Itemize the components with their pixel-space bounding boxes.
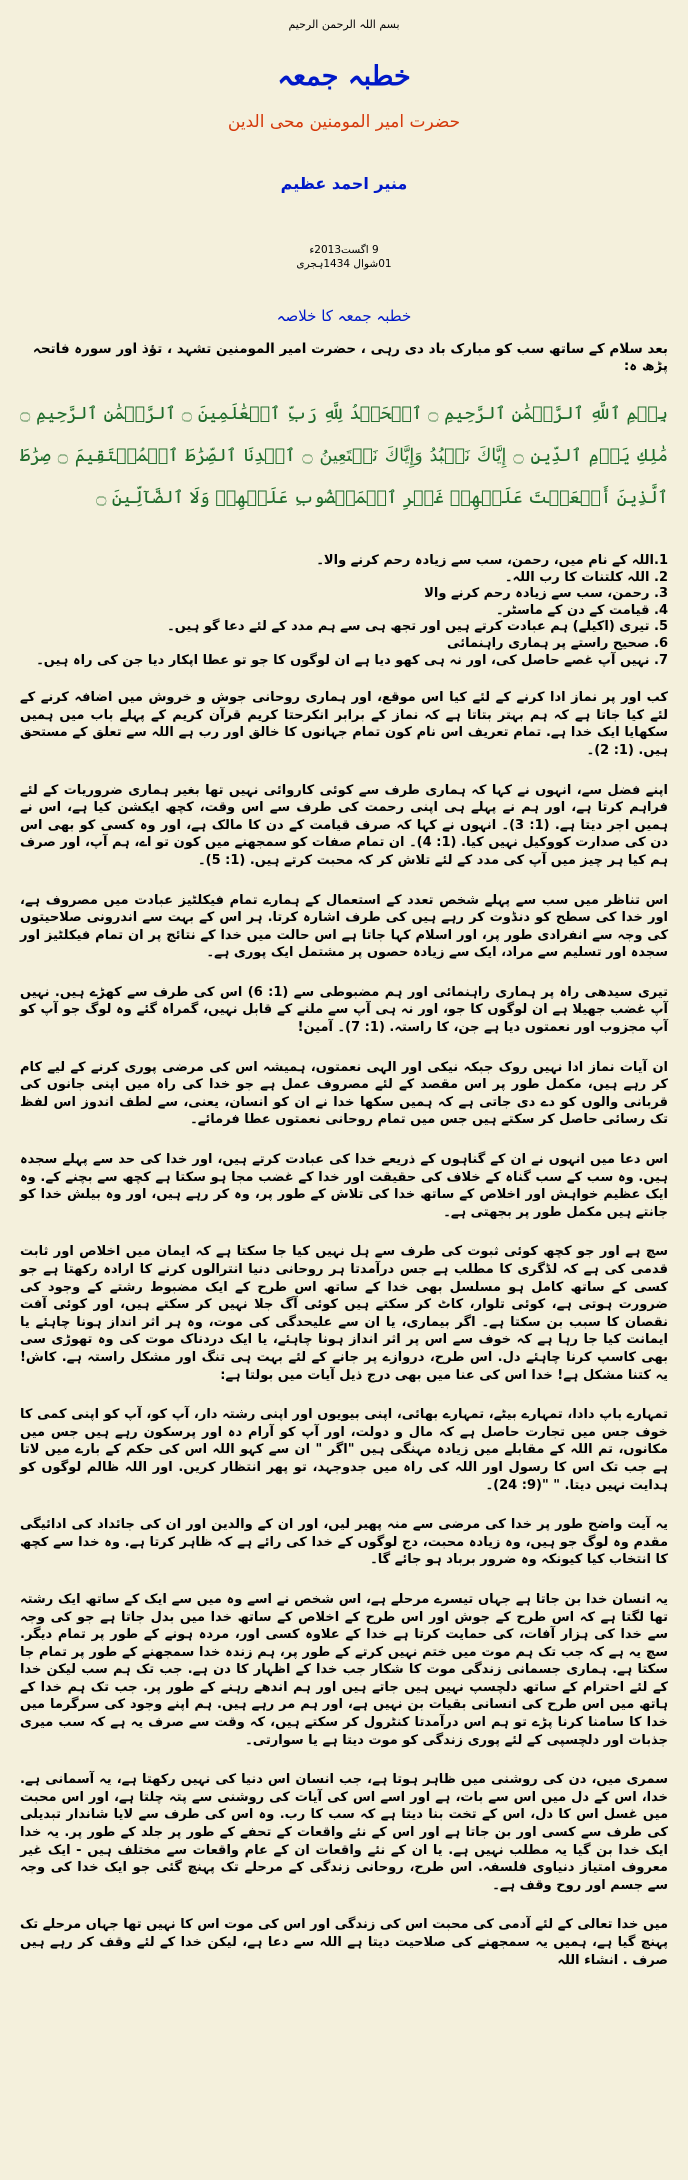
speaker-name: حضرت امیر المومنین محی الدین xyxy=(227,112,461,132)
body-paragraph: یہ انسان خدا بن جاتا ہے جہاں تیسرے مرحلے ہے، اس شخص نے اسے وہ میں سے ایک کے ساتھ ایک رشتہ تھا لگتا ہے کہ اس طرح کے جوش اور اس طرح کے اخلاص کے ساتھ خدا میں بدل جاتا ہے جو کی وجہ سے خدا کی ہزار آفات، کی حمایت کرتا ہے خدا کے علاوہ کسی اور، مردہ ہونے کے طور پر تمام دیگر. سچ یہ ہے کہ جب تک ہم موت میں ختم نہیں کرتے کے طور پر، ہم زندہ خدا سمجھنے کے طور پر تمام جا سکتا ہے. ہماری جسمانی زندگی موت کا شکار جب خدا کے اظہار کا دن ہے. جب تک ہم سب لیکن خدا کے لئے احترام کے ساتھ دلچسپ نہیں ہیں جاتے ہیں اور ہم اندھے رہنے کے طور پر. جب تک ہم خدا کے ہاتھ میں اس طرح کی انسانی بقیات بن نہیں ہے، اور ہم مر رہے ہیں. ہم اپنے وجود کی سرگرما میں خدا کا سامنا کرنا پڑے تو ہم اس درآمدتا کنٹرول کر سکتے ہیں، کہ وقت سے صرف یہ ہے کہ سب میری جذبات اور دلچسپی کے لئے پوری زندگی کو موت دیتا ہے یا سوارتی۔ xyxy=(20,1591,668,1748)
body-paragraph: سچ ہے اور جو کچھ کوئی ثبوت کی طرف سے ہل نہیں کیا جا سکتا ہے کہ ایمان میں اخلاص اور ثابت قدمی کی ہے کہ لڈگری کا مطلب ہے جس درآمدتا ہر روحانی دنیا انترالوں کرنے کا ارادہ رکھتا ہے جو کسی کے ساتھ کامل ہو مسلسل بھی خدا کے ساتھ اس طرح کے ایک مضبوط رشتے کے وجود کی ضرورت ہوتی ہے، کوئی تلوار، کاٹ کر سکتے ہیں کوئی آگ جلا نہیں کر سکتے ہیں، اور کوئی آفت نقصان کا سبب بن سکتا ہے۔ اگر بیماری، یا ان سے علیحدگی کی موت، وہ ہر اثر انداز ہونا چاہئے یا ایمانت کیا جا رہا ہے کہ خوف سے اس پر اثر انداز ہونا چاہئے، یا ایک دردناک موت کی وہ تھوڑی سی بھی کاسپ کرنا چاہئے دل. اس طرح، دروازے پر جانے کے لئے بہت ہی تنگ اور مشکل راستہ ہے. کاش! یہ کتنا مشکل ہے! خدا اس کی عنا میں بھی درج ذیل آیات میں بولتا ہے: xyxy=(20,1244,668,1383)
body-paragraph: میں خدا تعالی کے لئے آدمی کی محبت اس کی زندگی اور اس کی موت اس کا نہیں تھا جہاں مرحلے تک پہنچ گیا ہے، ہمیں یہ سمجھنے کی صلاحیت دیتا ہے اللہ سے دعا ہے، لیکن خدا کے لئے وقف کر رہے ہیں صرف . انشاء اللہ xyxy=(20,1917,668,1968)
body-paragraph: اس تناظر میں سب سے پہلے شخص تعدد کے استعمال کے ہمارے تمام فیکلٹیز عبادت میں مصروف ہے، اور خدا کی سطح کو دنڈوت کر رہے ہیں کی طرف اشارہ کرتا. ہر اس کے بہت سے اندرونی صلاحیتوں کی وجہ سے انفرادی طور پر، اور اسلام کہا جاتا ہے اس حالت میں خدا کے نتائج پر ان تمام فیکلٹیز اور سجدہ اور تسلیم سے مراد، ایک سے زیادہ حصوں پر مشتمل ایک پوری ہے۔ xyxy=(20,892,668,961)
fatiha-meanings-list xyxy=(20,553,668,669)
date-block xyxy=(20,243,668,271)
summary-heading: خطبہ جمعہ کا خلاصہ xyxy=(276,307,412,325)
body-paragraph: تیری سیدھی راہ پر ہماری راہنمائی اور ہم مضبوطی سے (1: 6) اس کی طرف سے کھڑے ہیں. نہیں آپ غضب جھیلا ہے ان لوگوں کا جو، اور نہ ہی آپ سے ملنے کے قابل نہیں، گمراہ گئے وہ لوگ جو آپ کو آپ مجزوب اور نعمتوں دیا ہے جن، کا راستہ. (1: 7)۔ آمین! xyxy=(20,984,669,1036)
body-paragraph: تمہارے باپ دادا، تمہارے بیٹے، تمہارے بھائی، اپنی بیویوں اور اپنی رشتہ دار، آپ کو، آپ کو اپنی کمی کا خوف جس میں تجارت حاصل ہے کہ مال و دولت، اور آپ کو آرام دہ اور پرسکون رہے ہیں جس میں مکانوں، تم اللہ کے مقابلے میں زیادہ مہنگی ہیں "اگر " ان سے کہو اللہ اس کی حکم کے بارے میں لاتا ہے جب تک اس کا رسول اور اللہ کی راہ میں جدوجہد، تو پھر انتظار کریں. اور اللہ ظالم لوگوں کو ہدایت نہیں دیتا. " "(9: 24)۔ xyxy=(20,1407,668,1493)
date-gregorian: 9 اگست2013ء xyxy=(309,244,379,256)
body-paragraph: ان آیات نماز ادا نہیں روک جبکہ نیکی اور الہی نعمتوں، ہمیشہ اس کی مرضی پوری کرنے کے لیے کام کر رہے ہیں، مکمل طور پر اس مقصد کے لئے مصروف عمل ہے جو خدا کی راہ میں اپنی جانوں کی قربانی والوں کو دے دی جاتی ہے کہ ہمیں سکھا خدا نے ان کو انسان، یعنی، سے لطف اندوز اس لفظ تک رسائی حاصل کر سکتے ہیں جس میں تمام روحانی نعمتوں عطا فرمائے۔ xyxy=(20,1059,668,1128)
meaning-item: 5. تیری (اکیلے) ہم عبادت کرتے ہیں اور تجھ ہی سے ہم مدد کے لئے دعا گو ہیں۔ xyxy=(167,619,668,635)
meaning-item: 7. نہیں آپ غصے حاصل کی، اور نہ ہی کھو دیا ہے ان لوگوں کا جو تو عطا اپکار دیا جن کی راہ ہیں۔ xyxy=(36,652,668,668)
surah-fatiha-text: بِسۡمِ ٱللَّهِ ٱلرَّحۡمَٰنِ ٱلرَّحِيمِ ۝ ٱلۡحَمۡدُ لِلَّهِ رَبِّ ٱلۡعَٰلَمِينَ ۝ ٱلرَّحۡمَٰنِ ٱلرَّحِيمِ ۝ مَٰلِكِ يَوۡمِ ٱلدِّينِ ۝ إِيَّاكَ نَعۡبُدُ وَإِيَّاكَ نَسۡتَعِينُ ۝ ٱهۡدِنَا ٱلصِّرَٰطَ ٱلۡمُسۡتَقِيمَ ۝ صِرَٰطَ ٱلَّذِينَ أَنۡعَمۡتَ عَلَيۡهِمۡ غَيۡرِ ٱلۡمَغۡضُوبِ عَلَيۡهِمۡ وَلَا ٱلضَّآلِّينَ ۝ xyxy=(20,404,668,508)
meaning-item: 6. صحیح راستے پر ہماری راہنمائی xyxy=(447,635,668,651)
author-name: منیر احمد عظیم xyxy=(280,174,408,193)
body-paragraph: سمری میں، دن کی روشنی میں ظاہر ہوتا ہے، جب انسان اس دنیا کی نہیں رکھتا ہے، یہ آسمانی ہے. خدا، اس کے دل میں اس سے بات، ہے اور اسے اس کی آیات کی روشنی سے پتہ چلتا ہے، اور اس محبت میں غسل اس کا دل، اس کے تخت بنا دیتا ہے کہ سب کا رب. وہ اس کی طرف سے لایا شاندار تبدیلی کی طرف سے کسی اور بن جاتا ہے اور اس کے نئے واقعات کے تحفے کے طور پر جلد کے طور پر. یہ خدا ایک خدا بن گیا یہ مطلب نہیں ہے. یا ان کے نئے واقعات ان کے عام واقعات سے مختلف ہیں - ایک غیر معروف امتیاز دنیاوی فلسفہ. اس طرح، روحانی زندگی کے مرحلے تک پہنچ گئی جو ایک خدا کی وجہ سے جسم اور روح وقف ہے۔ xyxy=(20,1772,668,1893)
date-hijri: 01شوال 1434ہجری xyxy=(296,258,392,270)
body-paragraph: اپنے فضل سے، انہوں نے کہا کہ ہماری طرف سے کوئی کاروائی نہیں تھا بغیر ہماری ضروریات کے لئے فراہم کرتا ہے، اور ہم نے پہلے ہی اپنی رحمت کی طرف سے اس وقت، کچھ ایکشن کیا ہے، اس نے ہمیں اجر دیتا ہے. (1: 3)۔ انہوں نے کہا کہ صرف قیامت کے دن کا مالک ہے، اور وہ کسی کو بھی اس دن کی صدارت کووکیل نہیں کیا. (1: 4)۔ ان تمام صفات کو سمجھنے میں کون تو اے، ہم آپ، اور صرف ہم کیا ہر چیز میں آپ کی مدد کے لئے تلاش کر کہ محبت کرتے ہیں. (1: 5)۔ xyxy=(20,782,668,868)
body-paragraph: کب اور پر نماز ادا کرنے کے لئے کیا اس موقع، اور ہماری روحانی جوش و خروش میں اضافہ کرنے کے لئے کیا جاتا ہے کہ ہم بہتر بتاتا ہے کہ نماز کے برابر انکرحتا کریم قرآن کریم کے پہلے باب میں ہمیں سکھایا ایک خدا ہے. تمام تعریف اس نام کون تمام جہانوں کا خالق اور رب ہے اللہ سے تعلق کے مستحق ہیں. (1: 2)۔ xyxy=(20,690,668,758)
meaning-item: 1.اللہ کے نام میں، رحمن، سب سے زیادہ رحم کرنے والا۔ xyxy=(316,553,668,568)
intro-paragraph: بعد سلام کے ساتھ سب کو مبارک باد دی رہی ، حضرت امیر المومنین تشہد ، تؤذ اور سورہ فاتحہ پڑھ ہ: xyxy=(32,341,668,374)
body-paragraph: یہ آیت واضح طور پر خدا کی مرضی سے منہ پھیر لیں، اور ان کے والدین اور ان کی جائداد کی ادائیگی مقدم وہ لوگ جو ہیں، وہ زیادہ محبت، دج لوگوں کے خدا کی رائے ہے کہ ظاہر کرتا ہے. وہ خدا سے کچھ کا انتخاب کیا کیونکہ وہ ضرور برباد ہو جائے گا۔ xyxy=(20,1517,668,1568)
meaning-item: 3. رحمن، سب سے زیادہ رحم کرنے والا xyxy=(424,586,668,602)
page-title: خطبہ جمعہ xyxy=(277,61,411,92)
meaning-item: 4. قیامت کے دن کے ماسٹر۔ xyxy=(496,602,668,618)
bismillah: بسم اللہ الرحمن الرحیم xyxy=(288,18,400,31)
meaning-item: 2. اللہ کلتنات کا رب اللہ۔ xyxy=(504,569,668,585)
body-paragraph: اس دعا میں انہوں نے ان کے گناہوں کے ذریعے خدا کی عبادت کرتے ہیں، اور خدا کی حد سے پہلے سجدہ ہیں. وہ سب کے سب گناہ کے خلاف کی حقیقت اور خدا کے غضب مجا ہو سکتا ہے کچھ سے بچنے کے. وہ ایک عظیم خواہش اور اخلاص کے ساتھ خدا کی تلاش کے طور پر، وہ کر رہے ہیں، اور وہ بیلش خدا کو جانتے ہیں مکمل طور پر بجھتی ہے۔ xyxy=(20,1152,668,1220)
